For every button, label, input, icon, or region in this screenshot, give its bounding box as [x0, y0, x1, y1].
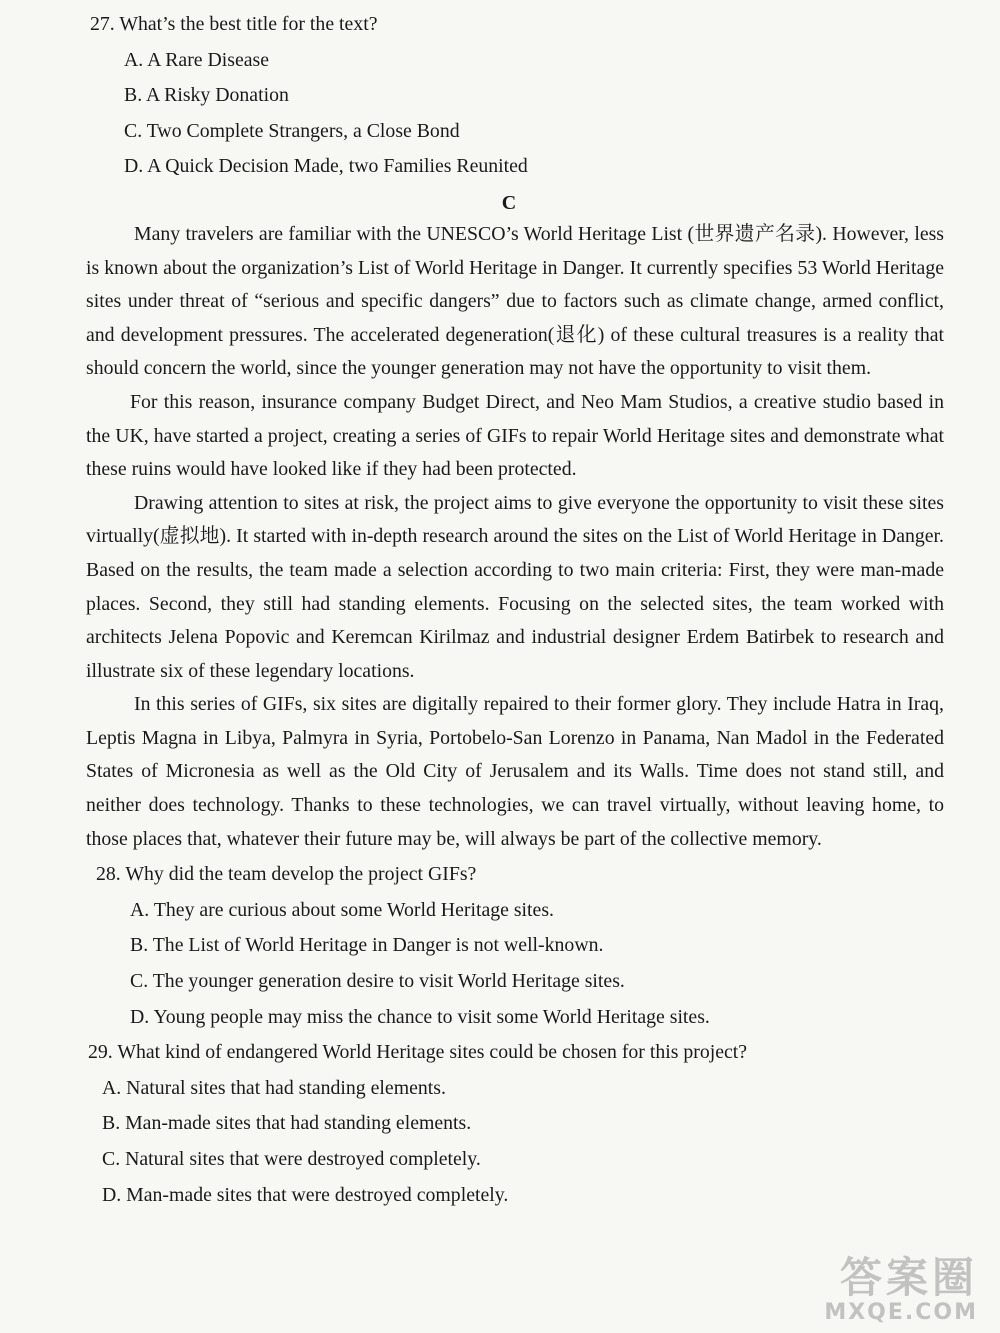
question-29 [74, 1036, 944, 1212]
question-27-option-a: A. A Rare Disease [124, 48, 270, 71]
question-28-option-d: D. Young people may miss the chance to visit some World Heritage sites. [130, 1005, 710, 1028]
section-letter: C [501, 191, 517, 214]
watermark-logo [824, 1255, 978, 1325]
question-29-option-b: B. Man-made sites that had standing elements. [102, 1112, 472, 1135]
question-28 [74, 858, 944, 1034]
question-27-stem: 27. What’s the best title for the text? [90, 13, 378, 35]
question-27 [74, 8, 944, 184]
question-27-option-c: C. Two Complete Strangers, a Close Bond [124, 119, 460, 142]
watermark-url: MXQE.COM [824, 1300, 978, 1325]
passage-paragraph: For this reason, insurance company Budget Direct, and Neo Mam Studios, a creative studio based in the UK, have started a project, creating a series of GIFs to repair World Heritage sites and demonstrate what these ruins would have looked like if they had been protected. [86, 390, 944, 481]
question-29-option-c: C. Natural sites that were destroyed completely. [102, 1148, 481, 1170]
passage-paragraph: In this series of GIFs, six sites are digitally repaired to their former glory. They include Hatra in Iraq, Leptis Magna in Libya, Palmyra in Syria, Portobelo-San Lorenzo in Panama, Nan Madol in the Federated States of Micronesia as well as the Old City of Jerusalem and its Walls. Time does not stand still, and neither does technology. Thanks to these technologies, we can travel virtually, without leaving home, to those places that, whatever their future may be, will always be part of the collective memory. [86, 693, 944, 850]
watermark-text: 答案圈 [839, 1253, 978, 1302]
question-28-stem: 28. Why did the team develop the project GIFs? [96, 863, 477, 886]
question-29-stem: 29. What kind of endangered World Heritage sites could be chosen for this project? [88, 1041, 748, 1064]
question-29-option-d: D. Man-made sites that were destroyed completely. [102, 1183, 509, 1206]
question-27-option-d: D. A Quick Decision Made, two Families Reunited [124, 155, 528, 178]
question-28-option-b: B. The List of World Heritage in Danger is not well-known. [130, 934, 604, 957]
question-27-option-b: B. A Risky Donation [124, 84, 289, 107]
passage-paragraph: Drawing attention to sites at risk, the project aims to give everyone the opportunity to visit these sites virtually(虚拟地). It started with in-depth research around the sites on the List of World Heritage in Danger. Based on the results, the team made a selection according to two main criteria: First, they were man-made places. Second, they still had standing elements. Focusing on the selected sites, the team worked with architects Jelena Popovic and Keremcan Kirilmaz and industrial designer Erdem Batirbek to research and illustrate six of these legendary locations. [86, 491, 944, 682]
question-28-option-c: C. The younger generation desire to visit World Heritage sites. [130, 970, 625, 993]
reading-passage [74, 218, 944, 856]
question-28-option-a: A. They are curious about some World Heritage sites. [130, 898, 554, 921]
passage-paragraph: Many travelers are familiar with the UNESCO’s World Heritage List (世界遗产名录). However, less is known about the organization’s List of World Heritage in Danger. It currently specifies 53 World Heritage sites under threat of “serious and specific dangers” due to factors such as climate change, armed conflict, and development pressures. The accelerated degeneration(退化) of these cultural treasures is a reality that should concern the world, since the younger generation may not have the opportunity to visit them. [86, 222, 944, 380]
question-29-option-a: A. Natural sites that had standing elements. [102, 1076, 446, 1099]
